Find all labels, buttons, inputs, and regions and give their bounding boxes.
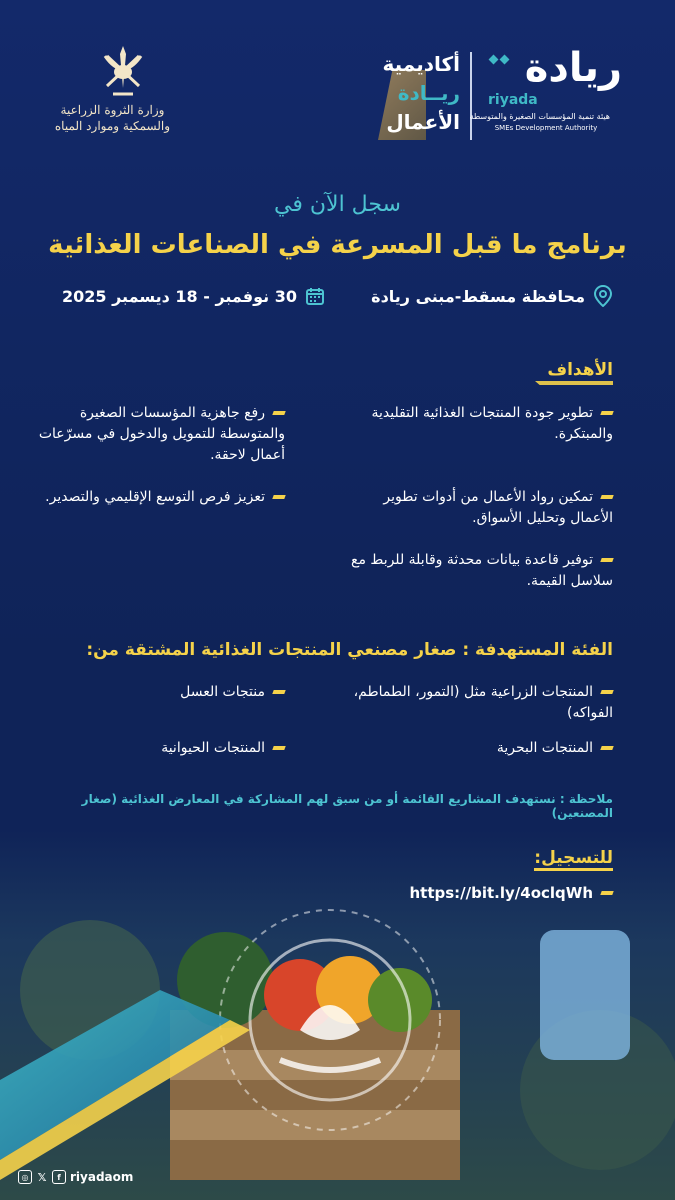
riyada-logo [469, 45, 622, 132]
x-icon[interactable]: 𝕏 [37, 1170, 47, 1184]
brand-arabic: ريادة [524, 45, 622, 91]
target-item: منتجات العسل [25, 682, 285, 703]
location-info [371, 285, 613, 307]
brand-subtitle-english: SMEs Development Authority [494, 124, 598, 132]
header [0, 0, 675, 160]
date-info [62, 285, 325, 307]
objective-item: رفع جاهزية المؤسسات الصغيرة والمتوسطة للتمويل والدخول في مسرّعات أعمال لاحقة. [38, 405, 285, 463]
logo-divider [470, 52, 472, 140]
location-pin-icon [593, 285, 613, 307]
objectives-underline [535, 381, 613, 385]
bullet-dash-icon [600, 891, 613, 895]
bullet-dash-icon [272, 411, 285, 415]
academy-logo [360, 50, 460, 137]
bullet-dash-icon [600, 746, 613, 750]
calendar-icon [305, 285, 325, 307]
bullet-dash-icon [272, 746, 285, 750]
registration-url[interactable]: https://bit.ly/4oclqWh [409, 884, 593, 902]
objective-item: تمكين رواد الأعمال من أدوات تطوير الأعمال وتحليل الأسواق. [383, 489, 613, 526]
oman-emblem-icon [95, 42, 151, 102]
academy-line-2: ريــادة [397, 81, 460, 105]
objectives-title-text: الأهداف [547, 360, 613, 380]
objective-item: توفير قاعدة بيانات محدثة وقابلة للربط مع سلاسل القيمة. [351, 552, 613, 589]
social-footer [18, 1170, 133, 1184]
target-item: المنتجات الحيوانية [25, 738, 285, 759]
registration-underline [534, 868, 613, 871]
academy-line-1: أكاديمية [382, 52, 460, 76]
social-handle[interactable]: riyadaom [70, 1170, 134, 1184]
ministry-line-1: وزارة الثروة الزراعية [60, 103, 165, 117]
bullet-dash-icon [272, 495, 285, 499]
date-text: 30 نوفمبر - 18 ديسمبر 2025 [62, 286, 297, 306]
ministry-line-2: والسمكية وموارد المياه [54, 119, 170, 133]
bullet-dash-icon [600, 558, 613, 562]
brand-subtitle-arabic: هيئة تنمية المؤسسات الصغيرة والمتوسطة [469, 112, 610, 121]
bullet-dash-icon [272, 690, 285, 694]
registration-link[interactable] [409, 884, 613, 902]
target-group-title: الفئة المستهدفة : صغار مصنعي المنتجات الغذائية المشتقة من: [86, 640, 613, 660]
objectives-title [547, 360, 613, 383]
academy-line-3: الأعمال [386, 110, 460, 134]
note-text: ملاحظة : نستهدف المشاريع القائمة أو من سبق لهم المشاركة في المعارض الغذائية (صغار المصنعين) [81, 792, 613, 820]
instagram-icon[interactable]: ◎ [18, 1170, 32, 1184]
program-title: برنامج ما قبل المسرعة في الصناعات الغذائية [48, 230, 627, 260]
ministry-name [55, 102, 170, 134]
registration-title: للتسجيل: [534, 848, 613, 868]
register-now-heading: سجل الآن في [274, 192, 401, 217]
objective-item: تعزيز فرص التوسع الإقليمي والتصدير. [25, 487, 285, 508]
facebook-icon[interactable]: f [52, 1170, 66, 1184]
objective-item: تطوير جودة المنتجات الغذائية التقليدية والمبتكرة. [371, 405, 613, 442]
location-text: محافظة مسقط-مبنى ريادة [371, 286, 585, 306]
brand-english: riyada [488, 92, 538, 108]
bullet-dash-icon [600, 690, 613, 694]
bullet-dash-icon [600, 495, 613, 499]
bullet-dash-icon [600, 411, 613, 415]
target-item: المنتجات الزراعية مثل (التمور، الطماطم، الفواكه) [353, 684, 613, 721]
target-item: المنتجات البحرية [343, 738, 613, 759]
